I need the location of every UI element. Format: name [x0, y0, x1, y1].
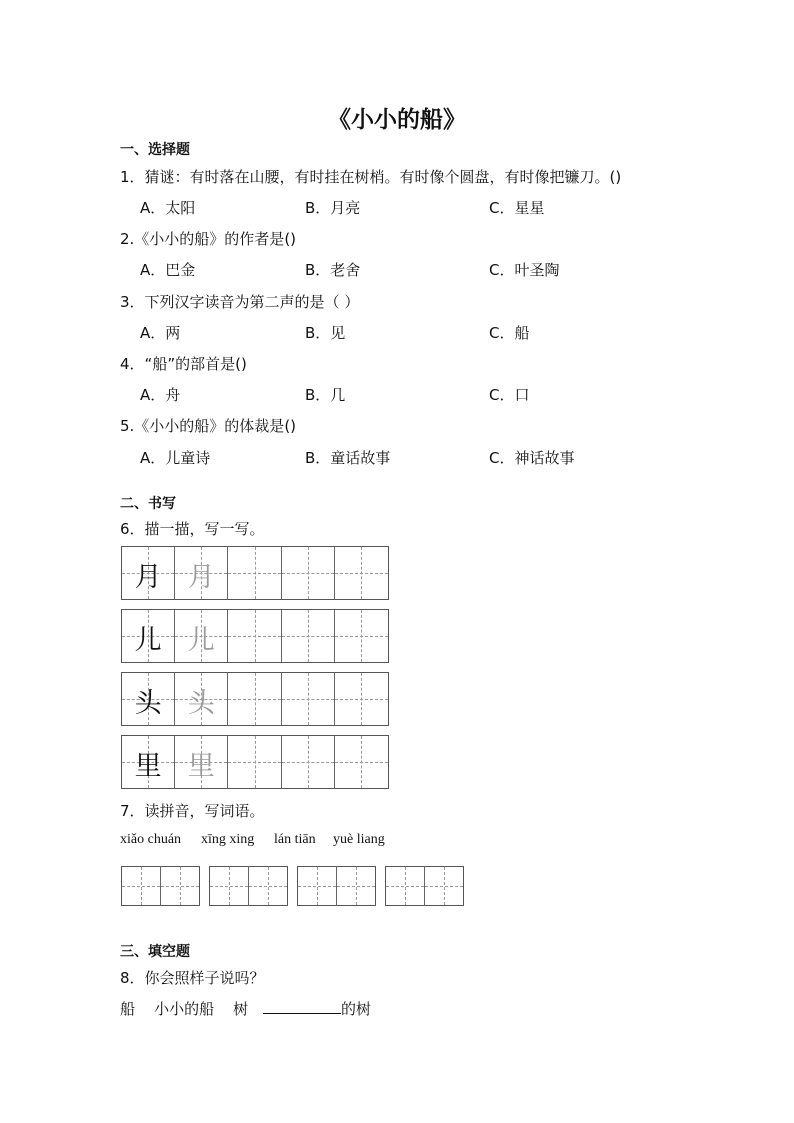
answer-box-4[interactable] [385, 866, 464, 906]
pinyin-3: lán tiān [274, 832, 316, 847]
q8-example-line [120, 998, 371, 1019]
trace-character: 月 [187, 562, 215, 593]
model-character: 月 [134, 562, 162, 593]
trace-character: 头 [187, 688, 215, 719]
q8-example: 船 小小的船 树 [120, 1000, 249, 1018]
writing-grid-row[interactable] [121, 609, 389, 663]
question-3: 3．下列汉字读音为第二声的是（ ） [120, 293, 360, 311]
question-5: 5.《小小的船》的体裁是() [120, 417, 297, 435]
trace-character: 儿 [187, 625, 215, 656]
section-heading-choice: 一、选择题 [120, 142, 190, 158]
answer-box-2[interactable] [209, 866, 288, 906]
q1-option-a[interactable]: A．太阳 [140, 199, 196, 217]
q5-option-b[interactable]: B．童话故事 [305, 449, 391, 467]
q4-option-c[interactable]: C．口 [489, 386, 530, 404]
section-heading-fill: 三、填空题 [120, 944, 190, 960]
writing-grid-row[interactable] [121, 672, 389, 726]
writing-grid-row[interactable] [121, 546, 389, 600]
question-4: 4．“船”的部首是() [120, 355, 247, 373]
answer-box-3[interactable] [297, 866, 376, 906]
q2-option-a[interactable]: A．巴金 [140, 261, 196, 279]
question-2: 2.《小小的船》的作者是() [120, 230, 297, 248]
model-character: 里 [134, 751, 162, 782]
q8-suffix: 的树 [340, 1000, 371, 1018]
trace-character: 里 [187, 751, 215, 782]
q4-option-b[interactable]: B．几 [305, 386, 346, 404]
q1-option-c[interactable]: C．星星 [489, 199, 545, 217]
writing-grid-row[interactable] [121, 735, 389, 789]
q5-option-a[interactable]: A．儿童诗 [140, 449, 211, 467]
q5-option-c[interactable]: C．神话故事 [489, 449, 575, 467]
model-character: 头 [134, 688, 162, 719]
q3-option-c[interactable]: C．船 [489, 324, 530, 342]
q1-option-b[interactable]: B．月亮 [305, 199, 361, 217]
answer-box-1[interactable] [121, 866, 200, 906]
question-1: 1．猜谜：有时落在山腰，有时挂在树梢。有时像个圆盘，有时像把镰刀。() [120, 168, 622, 186]
pinyin-2: xīng xing [201, 832, 255, 847]
q3-option-b[interactable]: B．见 [305, 324, 346, 342]
q3-option-a[interactable]: A．两 [140, 324, 181, 342]
question-7: 7．读拼音，写词语。 [120, 802, 265, 820]
q4-option-a[interactable]: A．舟 [140, 386, 181, 404]
fill-blank[interactable] [263, 999, 341, 1014]
q2-option-c[interactable]: C．叶圣陶 [489, 261, 560, 279]
question-8: 8．你会照样子说吗？ [120, 969, 265, 987]
question-6: 6．描一描，写一写。 [120, 520, 265, 538]
section-heading-writing: 二、书写 [120, 496, 176, 512]
page-title: 《小小的船》 [328, 107, 466, 133]
pinyin-4: yuè liang [333, 832, 385, 847]
pinyin-1: xiǎo chuán [120, 832, 182, 847]
q2-option-b[interactable]: B．老舍 [305, 261, 361, 279]
model-character: 儿 [134, 625, 162, 656]
